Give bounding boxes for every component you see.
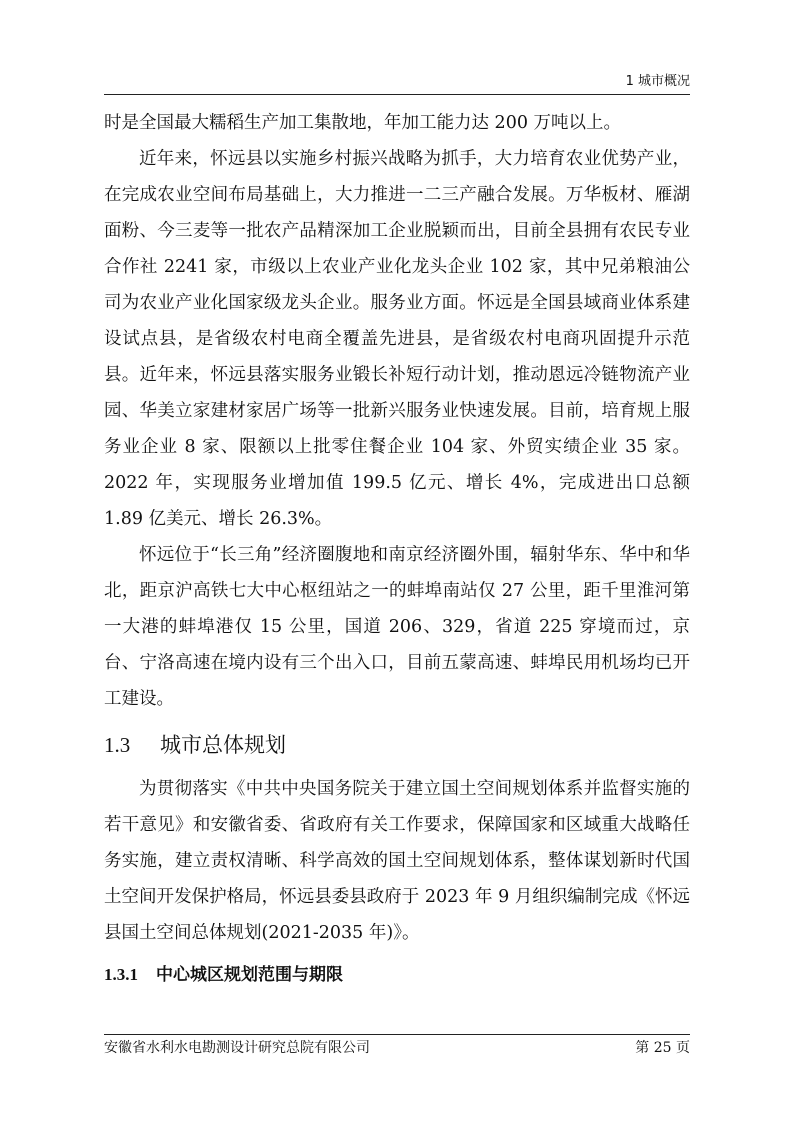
body-paragraph-planning: 为贯彻落实《中共中央国务院关于建立国土空间规划体系并监督实施的若干意见》和安徽省委、省政府有关工作要求，保障国家和区域重大战略任务实施，建立责权清晰、科学高效的国土空间规划体系，整体谋划新时代国土空间开发保护格局，怀远县委县政府于 2023 年 9 月组织编制完成《怀远县国土空间总体规划(2021-2035 年)》。 — [104, 779, 690, 943]
page-footer — [104, 1037, 690, 1057]
footer-divider — [104, 1034, 690, 1035]
page-body — [104, 105, 690, 993]
page-header — [104, 70, 690, 90]
subsection-title: 中心城区规划范围与期限 — [156, 965, 343, 985]
subsection-heading — [104, 957, 690, 993]
footer-organization: 安徽省水利水电勘测设计研究总院有限公司 — [104, 1040, 370, 1056]
chapter-title: 1 城市概况 — [625, 74, 690, 89]
section-number: 1.3 — [104, 733, 131, 757]
section-heading — [104, 727, 690, 763]
subsection-number: 1.3.1 — [104, 965, 138, 984]
header-divider — [104, 94, 690, 95]
body-paragraph-agriculture-services: 近年来，怀远县以实施乡村振兴战略为抓手，大力培育农业优势产业，在完成农业空间布局基础上，大力推进一二三产融合发展。万华板材、雁湖面粉、今三麦等一批农产品精深加工企业脱颖而出，目前全县拥有农民专业合作社 2241 家，市级以上农业产业化龙头企业 102 家，其中兄弟粮油公司为农业产业化国家级龙头企业。服务业方面。怀远是全国县域商业体系建设试点县，是省级农村电商全覆盖先进县，是省级农村电商巩固提升示范县。近年来，怀远县落实服务业锻长补短行动计划，推动恩远冷链物流产业园、华美立家建材家居广场等一批新兴服务业快速发展。目前，培育规上服务业企业 8 家、限额以上批零住餐企业 104 家、外贸实绩企业 35 家。2022 年，实现服务业增加值 199.5 亿元、增长 4%，完成进出口总额 1.89 亿美元、增长 26.3%。 — [104, 149, 690, 529]
body-paragraph-continued: 时是全国最大糯稻生产加工集散地，年加工能力达 200 万吨以上。 — [104, 113, 622, 133]
body-paragraph-location: 怀远位于“长三角”经济圈腹地和南京经济圈外围，辐射华东、华中和华北，距京沪高铁七大中心枢纽站之一的蚌埠南站仅 27 公里，距千里淮河第一大港的蚌埠港仅 15 公里，国道 206、329，省道 225 穿境而过，京台、宁洛高速在境内设有三个出入口，目前五蒙高速、蚌埠民用机场均已开工建设。 — [104, 545, 690, 709]
page-number: 第 25 页 — [635, 1040, 690, 1056]
section-title: 城市总体规划 — [160, 733, 286, 757]
